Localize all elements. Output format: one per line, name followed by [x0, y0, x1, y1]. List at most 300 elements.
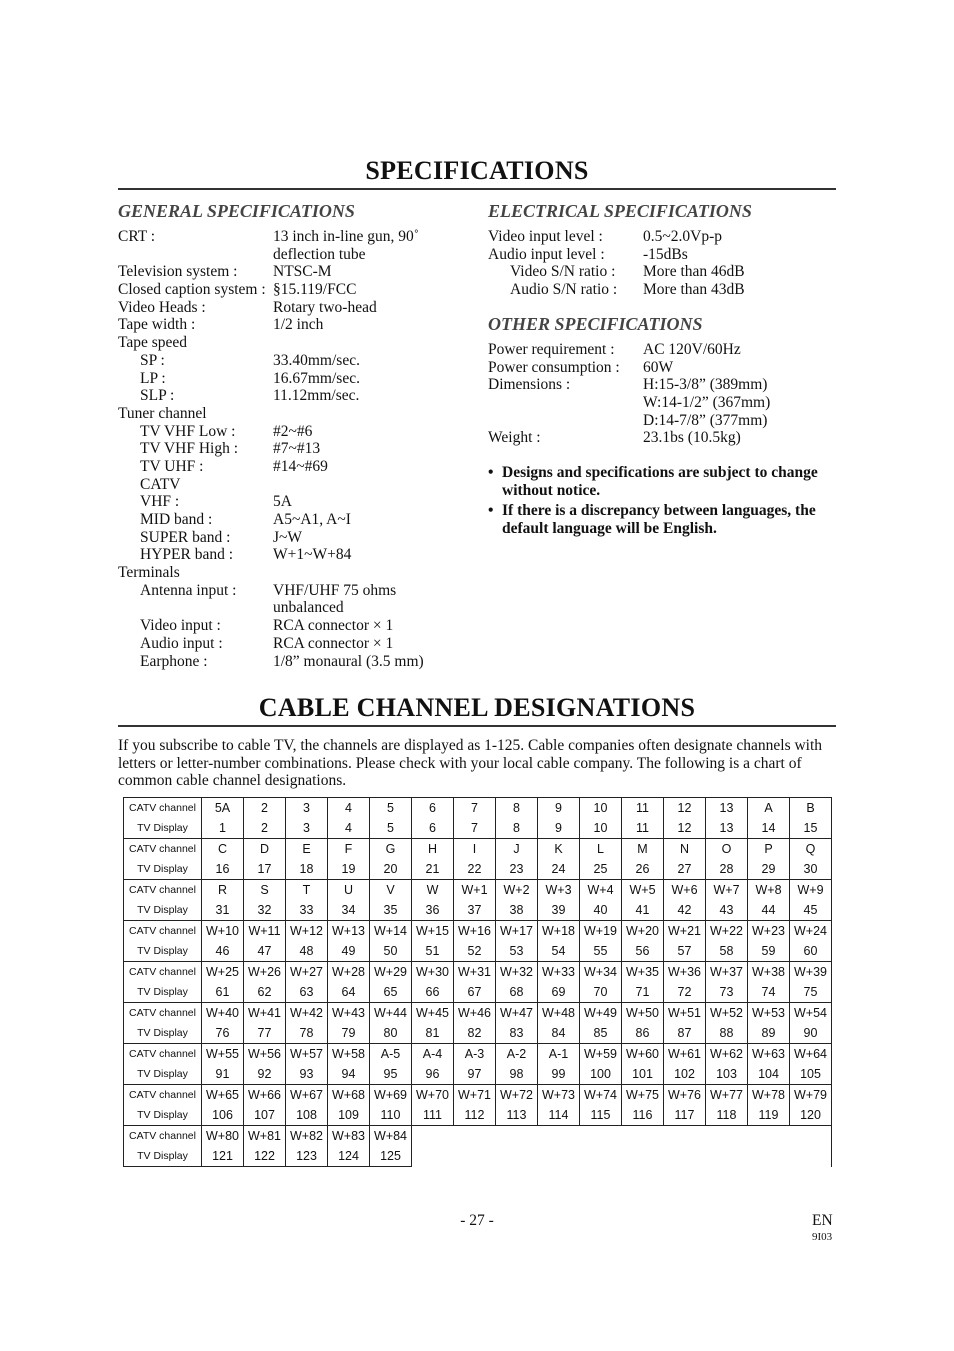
- tv-cell: 79: [328, 1023, 370, 1044]
- spec-label: Dimensions :: [488, 376, 571, 394]
- tv-label: TV Display: [124, 982, 202, 1003]
- catv-cell: W+4: [580, 880, 622, 901]
- tv-display-row: [124, 982, 832, 1003]
- specifications-title: SPECIFICATIONS: [365, 156, 589, 185]
- spec-value: RCA connector × 1: [273, 617, 394, 635]
- tv-label: TV Display: [124, 900, 202, 921]
- tv-cell: 32: [244, 900, 286, 921]
- catv-cell: W: [412, 880, 454, 901]
- empty-cell: [412, 1126, 832, 1167]
- catv-cell: W+33: [538, 962, 580, 983]
- note-item: • Designs and specifications are subject to change without notice.: [488, 464, 838, 500]
- tv-cell: 13: [706, 818, 748, 839]
- spec-label: Closed caption system :: [118, 281, 266, 299]
- catv-cell: W+34: [580, 962, 622, 983]
- spec-row: [118, 653, 458, 671]
- catv-cell: W+79: [790, 1085, 832, 1106]
- tv-cell: 91: [202, 1064, 244, 1085]
- spec-row: [488, 359, 838, 377]
- tv-label: TV Display: [124, 941, 202, 962]
- spec-value: W+1~W+84: [273, 546, 352, 564]
- tv-label: TV Display: [124, 1105, 202, 1126]
- catv-cell: W+29: [370, 962, 412, 983]
- tv-cell: 60: [790, 941, 832, 962]
- catv-cell: W+73: [538, 1085, 580, 1106]
- catv-cell: A-5: [370, 1044, 412, 1065]
- tv-display-row: [124, 900, 832, 921]
- spec-value: 23.1bs (10.5kg): [643, 429, 741, 447]
- catv-cell: W+30: [412, 962, 454, 983]
- spec-row: [118, 370, 458, 388]
- spec-value: Rotary two-head: [273, 298, 377, 316]
- electrical-specs-list: [488, 228, 838, 299]
- tv-cell: 47: [244, 941, 286, 962]
- spec-label: Antenna input :: [140, 581, 237, 599]
- tv-cell: 12: [664, 818, 706, 839]
- tv-cell: 15: [790, 818, 832, 839]
- tv-cell: 66: [412, 982, 454, 1003]
- tv-cell: 83: [496, 1023, 538, 1044]
- spec-row: [118, 334, 458, 352]
- tv-display-row: [124, 818, 832, 839]
- catv-cell: W+25: [202, 962, 244, 983]
- spec-label: MID band :: [140, 511, 213, 528]
- catv-cell: W+70: [412, 1085, 454, 1106]
- spec-label: SP :: [140, 351, 165, 369]
- catv-cell: W+10: [202, 921, 244, 942]
- catv-cell: 11: [622, 798, 664, 819]
- tv-cell: 58: [706, 941, 748, 962]
- catv-cell: W+52: [706, 1003, 748, 1024]
- tv-cell: 45: [790, 900, 832, 921]
- catv-cell: W+7: [706, 880, 748, 901]
- spec-value: 60W: [643, 358, 674, 376]
- catv-cell: W+23: [748, 921, 790, 942]
- spec-row: [118, 246, 458, 264]
- tv-cell: 77: [244, 1023, 286, 1044]
- spec-value: D:14-7/8” (377mm): [643, 411, 768, 429]
- catv-cell: T: [286, 880, 328, 901]
- spec-value: RCA connector × 1: [273, 634, 394, 652]
- catv-cell: W+71: [454, 1085, 496, 1106]
- catv-cell: W+54: [790, 1003, 832, 1024]
- spec-value: NTSC-M: [273, 263, 332, 281]
- spec-row: [118, 493, 458, 511]
- catv-cell: S: [244, 880, 286, 901]
- tv-cell: 74: [748, 982, 790, 1003]
- catv-cell: W+18: [538, 921, 580, 942]
- spec-value: More than 46dB: [643, 263, 745, 281]
- tv-cell: 22: [454, 859, 496, 880]
- catv-cell: N: [664, 839, 706, 860]
- tv-cell: 1: [202, 818, 244, 839]
- catv-cell: E: [286, 839, 328, 860]
- catv-cell: W+14: [370, 921, 412, 942]
- catv-cell: M: [622, 839, 664, 860]
- catv-cell: W+77: [706, 1085, 748, 1106]
- tv-display-row: [124, 1023, 832, 1044]
- spec-value: W:14-1/2” (367mm): [643, 394, 771, 412]
- tv-cell: 100: [580, 1064, 622, 1085]
- catv-cell: W+49: [580, 1003, 622, 1024]
- catv-cell: W+50: [622, 1003, 664, 1024]
- catv-row: [124, 839, 832, 860]
- spec-row: [118, 458, 458, 476]
- catv-cell: 4: [328, 798, 370, 819]
- catv-row: [124, 880, 832, 901]
- catv-cell: W+24: [790, 921, 832, 942]
- catv-row: [124, 798, 832, 819]
- tv-cell: 8: [496, 818, 538, 839]
- spec-row: [118, 387, 458, 405]
- spec-value: 16.67mm/sec.: [273, 369, 360, 387]
- tv-cell: 29: [748, 859, 790, 880]
- catv-cell: K: [538, 839, 580, 860]
- tv-cell: 39: [538, 900, 580, 921]
- tv-cell: 90: [790, 1023, 832, 1044]
- spec-label: Video Heads :: [118, 298, 206, 316]
- tv-cell: 31: [202, 900, 244, 921]
- spec-label: LP :: [140, 369, 166, 387]
- general-specs-list: [118, 228, 458, 670]
- tv-display-row: [124, 941, 832, 962]
- spec-row: [118, 582, 458, 600]
- tv-cell: 16: [202, 859, 244, 880]
- catv-cell: W+78: [748, 1085, 790, 1106]
- spec-value: 11.12mm/sec.: [273, 387, 360, 405]
- tv-cell: 95: [370, 1064, 412, 1085]
- tv-cell: 14: [748, 818, 790, 839]
- catv-cell: W+27: [286, 962, 328, 983]
- general-specs-heading: GENERAL SPECIFICATIONS: [118, 201, 355, 221]
- catv-cell: 13: [706, 798, 748, 819]
- spec-row: [118, 564, 458, 582]
- tv-cell: 75: [790, 982, 832, 1003]
- catv-cell: W+38: [748, 962, 790, 983]
- tv-cell: 34: [328, 900, 370, 921]
- tv-cell: 24: [538, 859, 580, 880]
- spec-row: [118, 281, 458, 299]
- tv-cell: 89: [748, 1023, 790, 1044]
- tv-cell: 38: [496, 900, 538, 921]
- tv-cell: 87: [664, 1023, 706, 1044]
- tv-cell: 113: [496, 1105, 538, 1126]
- catv-cell: W+42: [286, 1003, 328, 1024]
- catv-cell: W+58: [328, 1044, 370, 1065]
- catv-cell: 5A: [202, 798, 244, 819]
- tv-cell: 86: [622, 1023, 664, 1044]
- spec-label: VHF :: [140, 493, 180, 511]
- electrical-specs-heading: ELECTRICAL SPECIFICATIONS: [488, 201, 752, 221]
- tv-cell: 104: [748, 1064, 790, 1085]
- spec-label: Video input level :: [488, 228, 603, 245]
- catv-cell: L: [580, 839, 622, 860]
- tv-cell: 19: [328, 859, 370, 880]
- tv-display-row: [124, 1105, 832, 1126]
- tv-cell: 63: [286, 982, 328, 1003]
- tv-label: TV Display: [124, 859, 202, 880]
- catv-cell: W+11: [244, 921, 286, 942]
- spec-row: [488, 394, 838, 412]
- catv-cell: W+40: [202, 1003, 244, 1024]
- spec-label: TV VHF High :: [140, 440, 239, 458]
- spec-row: [118, 263, 458, 281]
- tv-cell: 116: [622, 1105, 664, 1126]
- catv-cell: W+56: [244, 1044, 286, 1065]
- catv-cell: W+28: [328, 962, 370, 983]
- spec-value: J~W: [273, 528, 303, 546]
- tv-display-row: [124, 1064, 832, 1085]
- spec-value: 5A: [273, 493, 292, 511]
- catv-label: CATV channel: [124, 880, 202, 901]
- tv-cell: 11: [622, 818, 664, 839]
- spec-row: [488, 429, 838, 447]
- other-specs-list: [488, 341, 838, 447]
- catv-cell: W+19: [580, 921, 622, 942]
- catv-cell: W+5: [622, 880, 664, 901]
- catv-label: CATV channel: [124, 839, 202, 860]
- catv-cell: W+82: [286, 1126, 328, 1147]
- spec-value: More than 43dB: [643, 281, 745, 299]
- spec-value: #7~#13: [273, 440, 321, 458]
- tv-cell: 88: [706, 1023, 748, 1044]
- tv-cell: 10: [580, 818, 622, 839]
- spec-row: [488, 376, 838, 394]
- catv-cell: U: [328, 880, 370, 901]
- tv-cell: 28: [706, 859, 748, 880]
- catv-cell: W+2: [496, 880, 538, 901]
- spec-label: Tape speed: [118, 334, 188, 352]
- catv-cell: W+22: [706, 921, 748, 942]
- spec-label: Video S/N ratio :: [510, 263, 616, 281]
- tv-cell: 114: [538, 1105, 580, 1126]
- spec-value: #14~#69: [273, 457, 328, 475]
- tv-cell: 93: [286, 1064, 328, 1085]
- tv-cell: 62: [244, 982, 286, 1003]
- catv-cell: W+81: [244, 1126, 286, 1147]
- spec-row: [488, 228, 838, 246]
- tv-cell: 4: [328, 818, 370, 839]
- catv-cell: 3: [286, 798, 328, 819]
- catv-cell: W+63: [748, 1044, 790, 1065]
- catv-label: CATV channel: [124, 1085, 202, 1106]
- catv-cell: W+17: [496, 921, 538, 942]
- tv-cell: 92: [244, 1064, 286, 1085]
- tv-cell: 50: [370, 941, 412, 962]
- spec-label: Power consumption :: [488, 358, 620, 376]
- spec-label: CRT :: [118, 228, 156, 245]
- tv-cell: 2: [244, 818, 286, 839]
- catv-cell: W+60: [622, 1044, 664, 1065]
- tv-cell: 18: [286, 859, 328, 880]
- spec-label: Audio input level :: [488, 245, 605, 263]
- spec-row: [118, 476, 458, 494]
- spec-row: [488, 263, 838, 281]
- tv-cell: 33: [286, 900, 328, 921]
- tv-cell: 125: [370, 1146, 412, 1167]
- tv-cell: 102: [664, 1064, 706, 1085]
- catv-row: [124, 1003, 832, 1024]
- tv-cell: 98: [496, 1064, 538, 1085]
- spec-row: [488, 412, 838, 430]
- tv-cell: 115: [580, 1105, 622, 1126]
- catv-row: [124, 921, 832, 942]
- spec-label: Video input :: [140, 617, 221, 635]
- language-code: EN: [812, 1212, 833, 1229]
- spec-value: §15.119/FCC: [273, 281, 357, 299]
- spec-row: [488, 246, 838, 264]
- catv-cell: 2: [244, 798, 286, 819]
- tv-cell: 54: [538, 941, 580, 962]
- catv-row: [124, 1085, 832, 1106]
- catv-row: [124, 1044, 832, 1065]
- tv-cell: 70: [580, 982, 622, 1003]
- tv-cell: 96: [412, 1064, 454, 1085]
- catv-cell: 5: [370, 798, 412, 819]
- catv-cell: V: [370, 880, 412, 901]
- catv-cell: W+45: [412, 1003, 454, 1024]
- catv-cell: W+26: [244, 962, 286, 983]
- catv-cell: 10: [580, 798, 622, 819]
- catv-cell: W+68: [328, 1085, 370, 1106]
- spec-label: CATV: [140, 475, 181, 493]
- catv-row: [124, 962, 832, 983]
- spec-value: 33.40mm/sec.: [273, 351, 360, 369]
- catv-cell: 7: [454, 798, 496, 819]
- catv-cell: W+31: [454, 962, 496, 983]
- catv-cell: W+69: [370, 1085, 412, 1106]
- spec-row: [118, 299, 458, 317]
- spec-value: VHF/UHF 75 ohms: [273, 581, 397, 599]
- tv-cell: 111: [412, 1105, 454, 1126]
- catv-cell: H: [412, 839, 454, 860]
- tv-cell: 67: [454, 982, 496, 1003]
- spec-value: 13 inch in-line gun, 90˚: [273, 228, 419, 245]
- catv-cell: W+53: [748, 1003, 790, 1024]
- tv-cell: 69: [538, 982, 580, 1003]
- spec-value: #2~#6: [273, 422, 313, 440]
- spec-label: TV VHF Low :: [140, 422, 236, 440]
- tv-label: TV Display: [124, 1023, 202, 1044]
- spec-value: H:15-3/8” (389mm): [643, 376, 768, 394]
- catv-cell: W+65: [202, 1085, 244, 1106]
- tv-cell: 71: [622, 982, 664, 1003]
- spec-label: TV UHF :: [140, 457, 204, 475]
- tv-cell: 105: [790, 1064, 832, 1085]
- spec-row: [118, 423, 458, 441]
- catv-label: CATV channel: [124, 798, 202, 819]
- spec-label: Earphone :: [140, 652, 208, 670]
- catv-cell: W+46: [454, 1003, 496, 1024]
- tv-cell: 36: [412, 900, 454, 921]
- spec-row: [118, 405, 458, 423]
- catv-cell: W+12: [286, 921, 328, 942]
- tv-cell: 103: [706, 1064, 748, 1085]
- spec-row: [118, 529, 458, 547]
- tv-cell: 51: [412, 941, 454, 962]
- catv-cell: J: [496, 839, 538, 860]
- tv-cell: 76: [202, 1023, 244, 1044]
- tv-cell: 25: [580, 859, 622, 880]
- tv-cell: 120: [790, 1105, 832, 1126]
- spec-row: [118, 617, 458, 635]
- spec-value: AC 120V/60Hz: [643, 341, 741, 358]
- catv-cell: W+13: [328, 921, 370, 942]
- spec-value: 1/2 inch: [273, 316, 324, 334]
- spec-label: Audio input :: [140, 634, 223, 652]
- catv-cell: C: [202, 839, 244, 860]
- catv-cell: W+20: [622, 921, 664, 942]
- catv-label: CATV channel: [124, 921, 202, 942]
- tv-display-row: [124, 859, 832, 880]
- spec-value: -15dBs: [643, 245, 688, 263]
- catv-cell: D: [244, 839, 286, 860]
- catv-cell: A: [748, 798, 790, 819]
- page-number: - 27 -: [460, 1212, 494, 1229]
- tv-cell: 109: [328, 1105, 370, 1126]
- tv-cell: 37: [454, 900, 496, 921]
- tv-cell: 117: [664, 1105, 706, 1126]
- spec-label: Power requirement :: [488, 341, 615, 358]
- catv-cell: W+1: [454, 880, 496, 901]
- tv-cell: 42: [664, 900, 706, 921]
- catv-cell: W+62: [706, 1044, 748, 1065]
- tv-cell: 3: [286, 818, 328, 839]
- catv-row: [124, 1126, 832, 1147]
- tv-cell: 53: [496, 941, 538, 962]
- spec-row: [118, 546, 458, 564]
- spec-label: Terminals: [118, 564, 180, 582]
- catv-cell: W+61: [664, 1044, 706, 1065]
- tv-cell: 123: [286, 1146, 328, 1167]
- catv-cell: A-3: [454, 1044, 496, 1065]
- catv-cell: W+41: [244, 1003, 286, 1024]
- spec-row: [118, 316, 458, 334]
- catv-cell: W+37: [706, 962, 748, 983]
- catv-cell: W+67: [286, 1085, 328, 1106]
- spec-label: SLP :: [140, 387, 175, 405]
- tv-cell: 80: [370, 1023, 412, 1044]
- tv-label: TV Display: [124, 1146, 202, 1167]
- catv-cell: W+74: [580, 1085, 622, 1106]
- tv-cell: 43: [706, 900, 748, 921]
- catv-cell: W+21: [664, 921, 706, 942]
- tv-cell: 6: [412, 818, 454, 839]
- tv-cell: 61: [202, 982, 244, 1003]
- spec-row: [118, 511, 458, 529]
- tv-cell: 82: [454, 1023, 496, 1044]
- tv-cell: 56: [622, 941, 664, 962]
- catv-cell: W+32: [496, 962, 538, 983]
- tv-cell: 55: [580, 941, 622, 962]
- spec-value: A5~A1, A~I: [273, 511, 351, 528]
- tv-cell: 68: [496, 982, 538, 1003]
- tv-cell: 20: [370, 859, 412, 880]
- tv-cell: 73: [706, 982, 748, 1003]
- catv-cell: W+76: [664, 1085, 706, 1106]
- catv-cell: P: [748, 839, 790, 860]
- spec-label: SUPER band :: [140, 528, 231, 546]
- tv-cell: 40: [580, 900, 622, 921]
- spec-label: Audio S/N ratio :: [510, 281, 618, 299]
- catv-cell: W+51: [664, 1003, 706, 1024]
- catv-cell: W+66: [244, 1085, 286, 1106]
- document-code: 9I03: [812, 1231, 833, 1243]
- note-item: • If there is a discrepancy between languages, the default language will be English.: [488, 502, 838, 538]
- catv-cell: W+43: [328, 1003, 370, 1024]
- tv-cell: 57: [664, 941, 706, 962]
- catv-cell: W+72: [496, 1085, 538, 1106]
